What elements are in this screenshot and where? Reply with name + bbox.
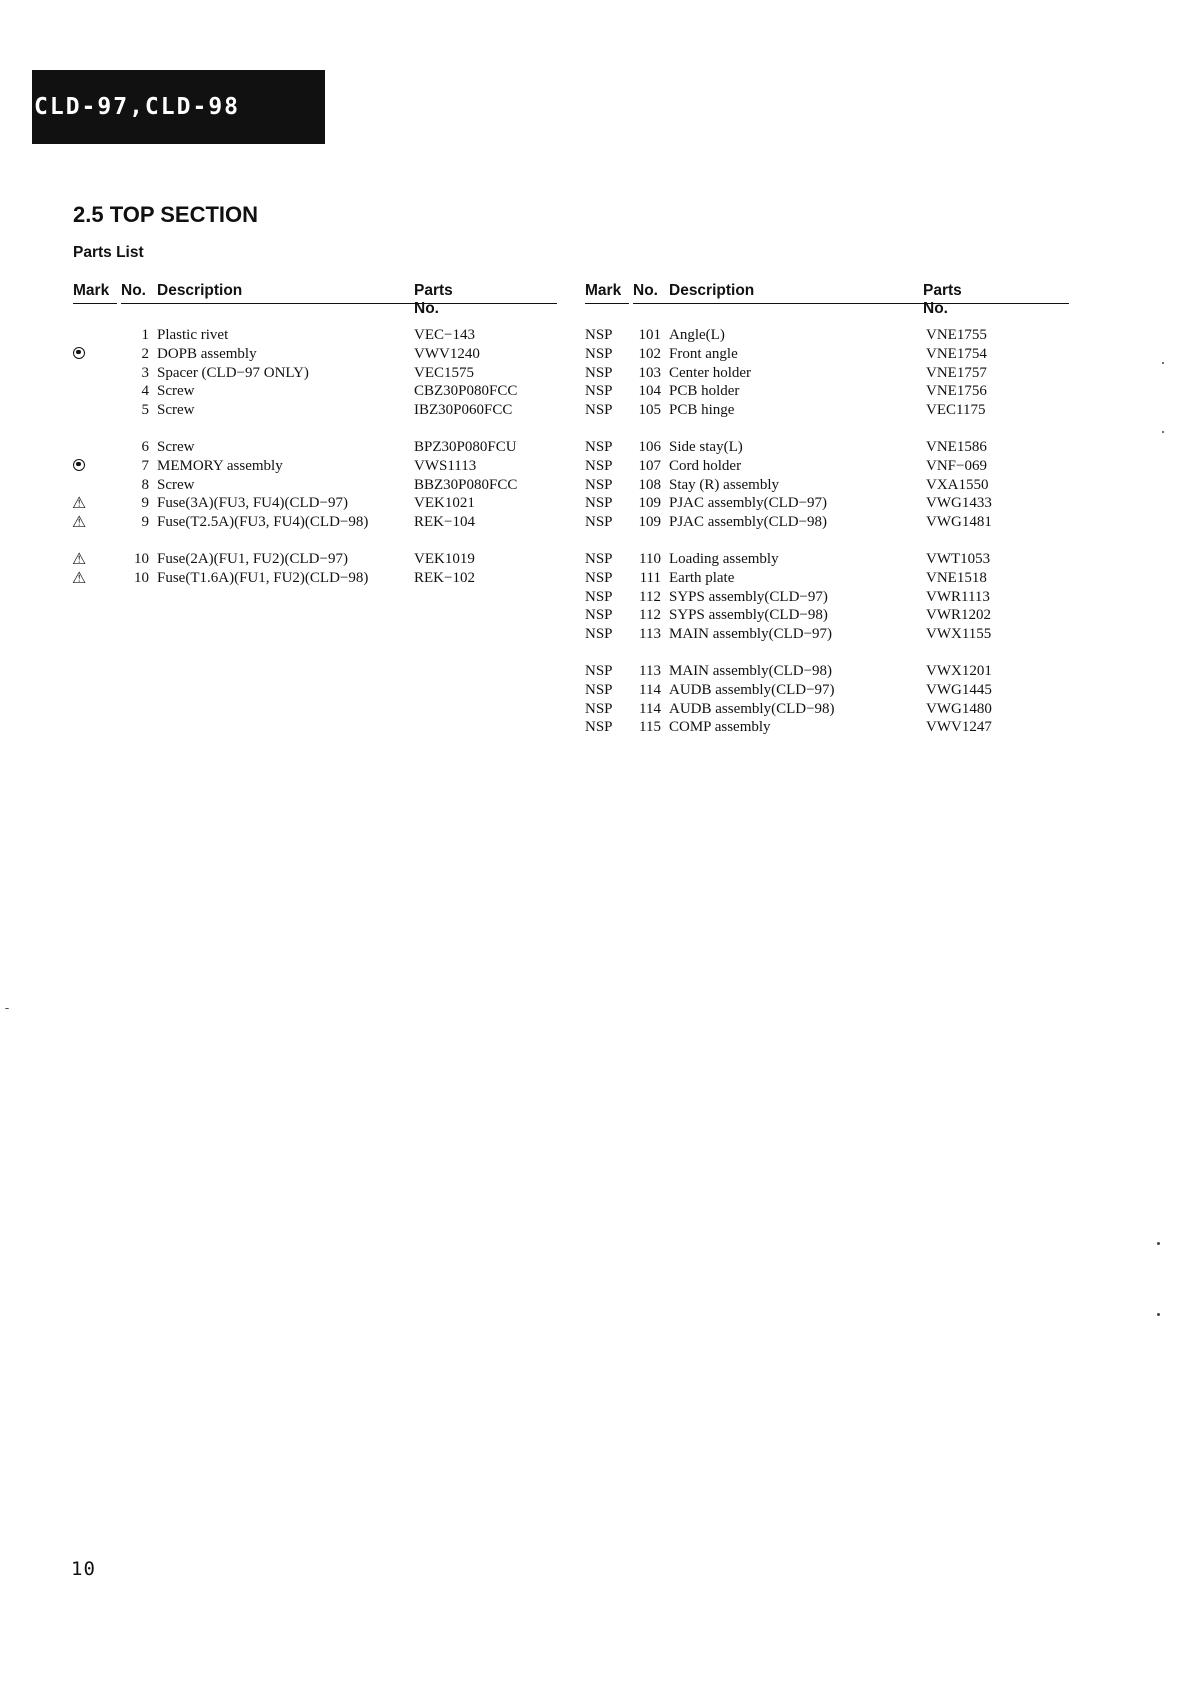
row-parts-no: VWR1202: [926, 607, 991, 624]
row-no: 2: [141, 345, 149, 362]
row-parts-no: VNE1586: [926, 438, 987, 455]
row-parts-no: VWV1247: [926, 719, 992, 736]
row-parts-no: VWR1113: [926, 588, 990, 605]
row-no: 101: [638, 327, 661, 343]
col-description: Description: [669, 282, 755, 299]
row-description: Screw: [157, 402, 195, 419]
header-rule: [73, 303, 117, 304]
row-parts-no: VNE1518: [926, 569, 987, 586]
row-no: 109: [638, 495, 661, 512]
row-no: 10: [134, 550, 149, 567]
row-parts-no: BBZ30P080FCC: [414, 476, 518, 493]
row-no: 10: [134, 569, 149, 586]
row-description: Plastic rivet: [157, 327, 229, 343]
row-description: Fuse(3A)(FU3, FU4)(CLD−97): [157, 495, 348, 512]
row-no: 103: [638, 364, 661, 381]
row-description: Cord holder: [669, 457, 742, 474]
warning-triangle-icon: ⚠: [72, 493, 87, 513]
row-description: Front angle: [669, 345, 738, 362]
row-parts-no: VEK1021: [414, 495, 475, 512]
row-mark: NSP: [585, 327, 613, 343]
row-description: Loading assembly: [669, 550, 779, 567]
row-description: COMP assembly: [669, 719, 771, 736]
col-mark: Mark: [73, 282, 110, 299]
row-parts-no: VNE1754: [926, 345, 987, 362]
row-no: 109: [638, 514, 661, 531]
row-no: 112: [639, 607, 661, 624]
page-number: 10: [71, 1558, 96, 1580]
row-no: 108: [638, 476, 661, 493]
row-parts-no: VWT1053: [926, 550, 991, 567]
col-description: Description: [157, 282, 243, 299]
row-parts-no: VEK1019: [414, 550, 475, 567]
parts-list-subtitle: Parts List: [73, 244, 144, 261]
row-no: 1: [141, 327, 149, 343]
row-parts-no: VWG1481: [926, 514, 992, 531]
row-no: 8: [141, 476, 149, 493]
header-rule: [923, 303, 1069, 304]
col-no: No.: [633, 282, 658, 299]
row-parts-no: CBZ30P080FCC: [414, 383, 518, 400]
col-mark: Mark: [585, 282, 622, 299]
row-description: MAIN assembly(CLD−97): [669, 626, 833, 643]
row-description: Screw: [157, 383, 195, 400]
row-parts-no: VWX1201: [926, 662, 992, 679]
row-no: 106: [638, 438, 661, 455]
warning-triangle-icon: ⚠: [72, 548, 87, 568]
row-no: 114: [639, 681, 661, 698]
row-no: 115: [639, 719, 661, 736]
col-no: No.: [121, 282, 146, 299]
row-description: Center holder: [669, 364, 752, 381]
row-description: Angle(L): [669, 327, 725, 343]
row-mark: NSP: [585, 402, 613, 419]
row-description: Side stay(L): [669, 438, 743, 455]
row-mark: NSP: [585, 569, 613, 586]
row-description: Spacer (CLD−97 ONLY): [157, 364, 309, 381]
row-description: MEMORY assembly: [157, 457, 283, 474]
row-description: AUDB assembly(CLD−98): [669, 700, 835, 717]
row-parts-no: VNE1757: [926, 364, 987, 381]
row-description: DOPB assembly: [157, 345, 257, 362]
row-no: 113: [639, 662, 661, 679]
row-parts-no: VXA1550: [926, 476, 989, 493]
row-description: Fuse(T2.5A)(FU3, FU4)(CLD−98): [157, 514, 369, 531]
row-parts-no: VWS1113: [414, 457, 477, 474]
header-rule: [121, 303, 439, 304]
row-mark: NSP: [585, 719, 613, 736]
row-parts-no: VNE1756: [926, 383, 987, 400]
col-parts-no: Parts No.: [923, 282, 962, 317]
row-no: 102: [638, 345, 661, 362]
row-description: Fuse(2A)(FU1, FU2)(CLD−97): [157, 550, 348, 567]
row-parts-no: VEC1175: [926, 402, 986, 419]
row-parts-no: VNE1755: [926, 327, 987, 343]
row-mark: NSP: [585, 700, 613, 717]
row-no: 105: [638, 402, 661, 419]
row-description: SYPS assembly(CLD−98): [669, 607, 828, 624]
row-no: 6: [141, 438, 149, 455]
row-no: 112: [639, 588, 661, 605]
row-mark: NSP: [585, 626, 613, 643]
row-description: SYPS assembly(CLD−97): [669, 588, 828, 605]
row-parts-no: VWX1155: [926, 626, 992, 643]
row-mark: NSP: [585, 438, 613, 455]
row-parts-no: REK−102: [414, 569, 475, 586]
row-no: 4: [141, 383, 149, 400]
row-parts-no: IBZ30P060FCC: [414, 402, 513, 419]
header-rule: [414, 303, 557, 304]
row-description: Screw: [157, 438, 195, 455]
model-label: CLD-97,CLD-98: [34, 94, 241, 120]
model-banner: [32, 70, 325, 144]
header-rule: [633, 303, 923, 304]
row-parts-no: VEC1575: [414, 364, 474, 381]
row-parts-no: VNF−069: [926, 457, 987, 474]
row-no: 113: [639, 626, 661, 643]
row-no: 7: [141, 457, 149, 474]
row-mark: NSP: [585, 364, 613, 381]
row-no: 107: [638, 457, 661, 474]
section-title: 2.5 TOP SECTION: [73, 202, 259, 227]
row-no: 110: [639, 550, 661, 567]
row-no: 5: [141, 402, 149, 419]
row-no: 9: [141, 514, 149, 531]
circle-dot-icon: [73, 459, 85, 471]
row-parts-no: VWG1480: [926, 700, 992, 717]
row-mark: NSP: [585, 495, 613, 512]
row-parts-no: VWG1433: [926, 495, 992, 512]
row-parts-no: VWV1240: [414, 345, 480, 362]
row-description: Fuse(T1.6A)(FU1, FU2)(CLD−98): [157, 569, 369, 586]
warning-triangle-icon: ⚠: [72, 512, 87, 532]
row-mark: NSP: [585, 383, 613, 400]
row-mark: NSP: [585, 550, 613, 567]
row-mark: NSP: [585, 662, 613, 679]
warning-triangle-icon: ⚠: [72, 567, 87, 587]
row-mark: NSP: [585, 681, 613, 698]
row-description: AUDB assembly(CLD−97): [669, 681, 835, 698]
row-mark: NSP: [585, 457, 613, 474]
row-no: 9: [141, 495, 149, 512]
row-mark: NSP: [585, 476, 613, 493]
row-description: PCB hinge: [669, 402, 735, 419]
row-description: MAIN assembly(CLD−98): [669, 662, 833, 679]
row-mark: NSP: [585, 607, 613, 624]
circle-dot-icon: [73, 347, 85, 359]
row-no: 104: [638, 383, 661, 400]
row-mark: NSP: [585, 514, 613, 531]
row-parts-no: VWG1445: [926, 681, 992, 698]
row-description: PCB holder: [669, 383, 740, 400]
row-no: 114: [639, 700, 661, 717]
row-parts-no: VEC−143: [414, 327, 475, 343]
row-description: Screw: [157, 476, 195, 493]
row-no: 3: [141, 364, 149, 381]
row-no: 111: [639, 569, 661, 586]
row-description: PJAC assembly(CLD−97): [669, 495, 828, 512]
row-mark: NSP: [585, 588, 613, 605]
row-mark: NSP: [585, 345, 613, 362]
row-parts-no: REK−104: [414, 514, 475, 531]
header-rule: [585, 303, 629, 304]
row-description: Earth plate: [669, 569, 735, 586]
row-parts-no: BPZ30P080FCU: [414, 438, 517, 455]
col-parts-no: Parts No.: [414, 282, 453, 317]
row-description: PJAC assembly(CLD−98): [669, 514, 828, 531]
row-description: Stay (R) assembly: [669, 476, 779, 493]
